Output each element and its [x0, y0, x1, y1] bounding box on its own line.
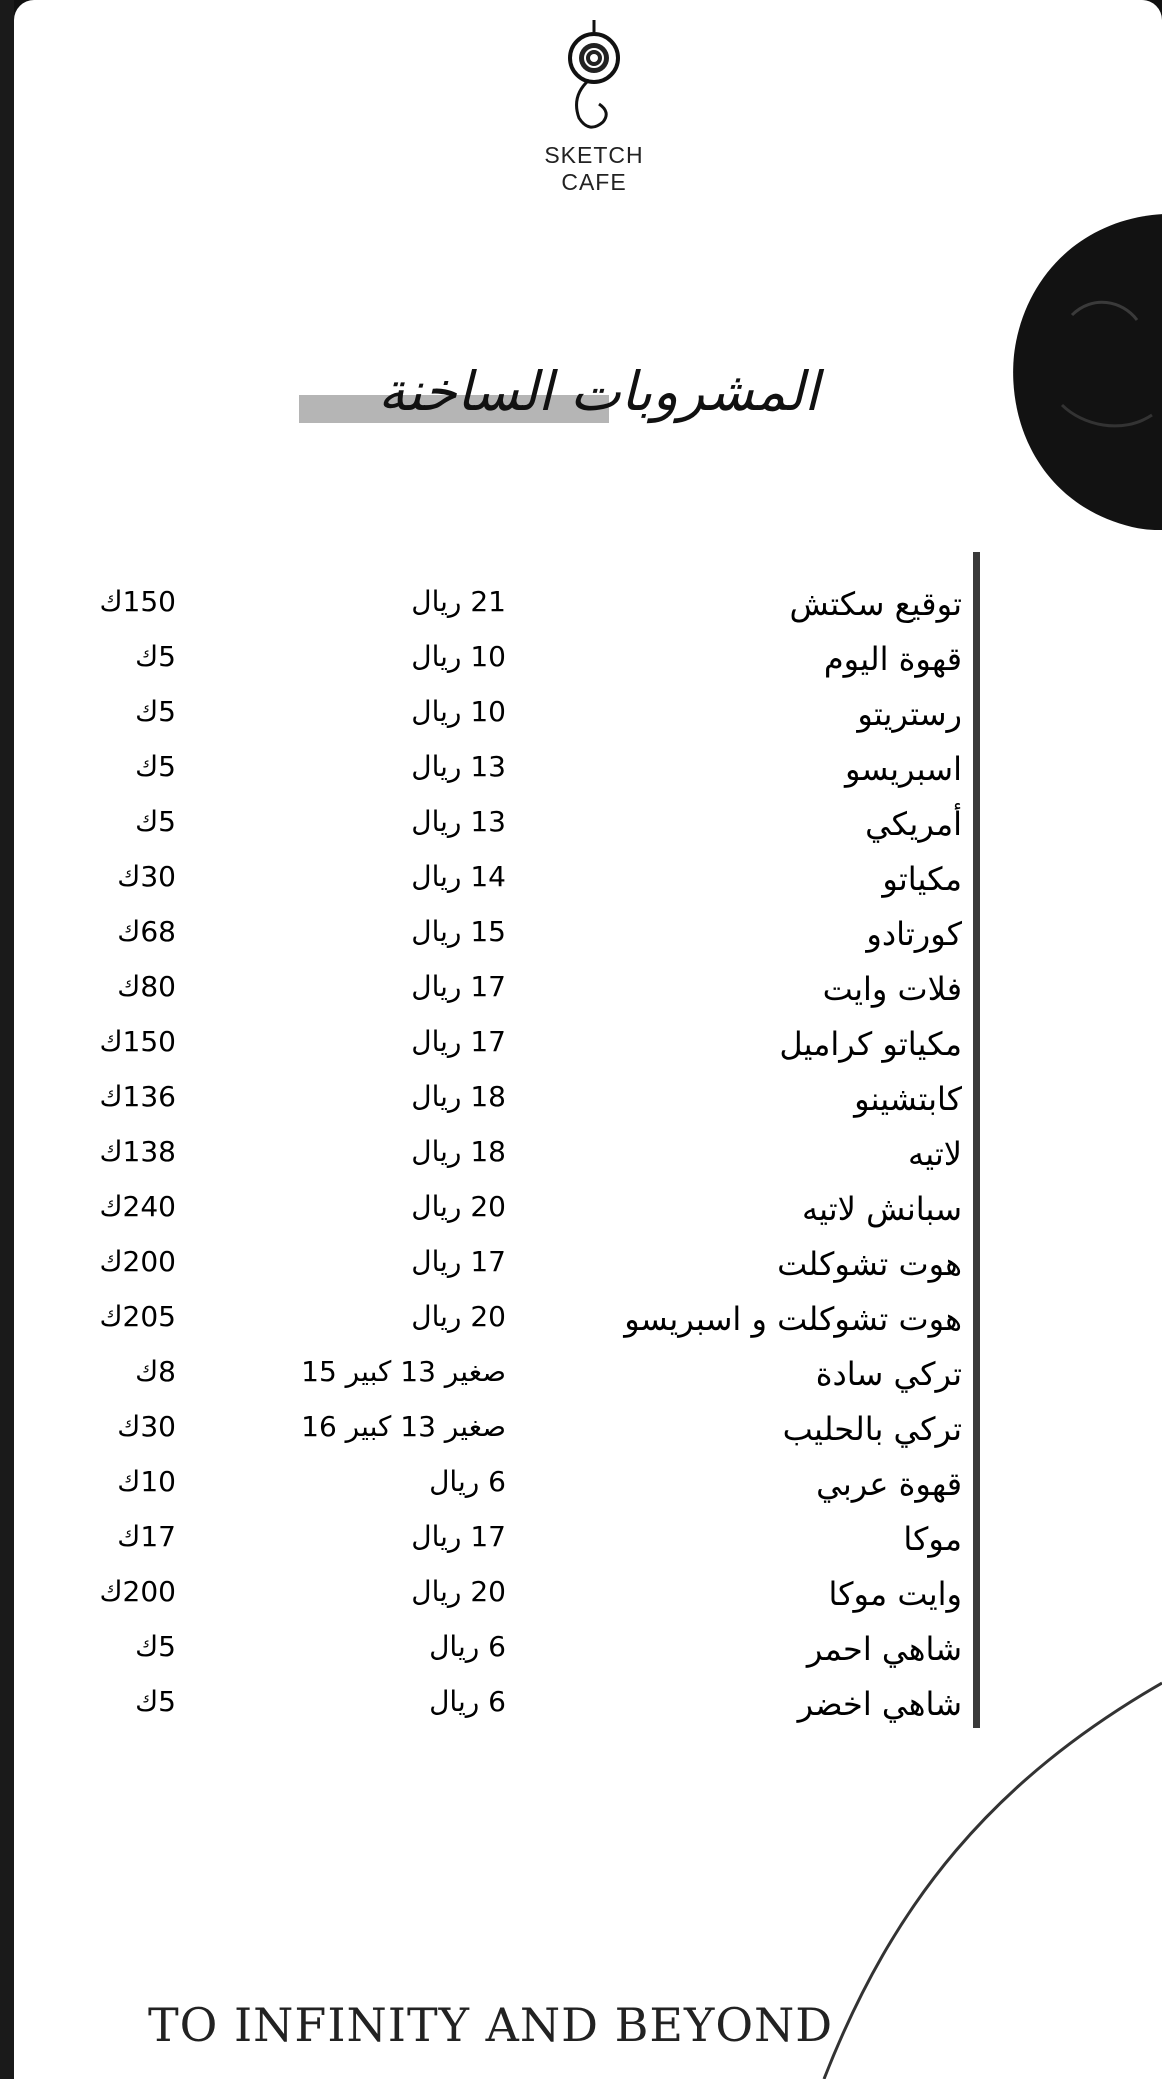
- sketch-cafe-logo: [534, 18, 654, 195]
- menu-item-row: [14, 1630, 1162, 1682]
- menu-item-row: [14, 1465, 1162, 1517]
- left-edge-strip: [0, 0, 14, 2079]
- footer-tagline: TO INFINITY AND BEYOND: [148, 1998, 834, 2052]
- item-price: 20 ريال: [411, 1575, 506, 1608]
- item-price: 21 ريال: [411, 585, 506, 618]
- item-name: توقيع سكتش: [789, 585, 962, 623]
- menu-item-row: [14, 1685, 1162, 1737]
- menu-item-row: [14, 1190, 1162, 1242]
- item-price: 17 ريال: [411, 1025, 506, 1058]
- item-calories: 200ك: [99, 1245, 176, 1278]
- item-name: شاهي اخضر: [797, 1685, 962, 1723]
- item-name: موكا: [903, 1520, 962, 1558]
- menu-item-row: [14, 1520, 1162, 1572]
- menu-item-row: [14, 1575, 1162, 1627]
- item-price: 6 ريال: [429, 1685, 506, 1718]
- item-name: فلات وايت: [822, 970, 962, 1008]
- item-name: أمريكي: [865, 805, 962, 843]
- item-calories: 150ك: [99, 585, 176, 618]
- section-heading: [299, 360, 839, 440]
- item-price: 10 ريال: [411, 695, 506, 728]
- decorative-ink-blob: [1002, 205, 1162, 535]
- item-calories: 136ك: [99, 1080, 176, 1113]
- item-price: 13 ريال: [411, 750, 506, 783]
- menu-item-row: [14, 1025, 1162, 1077]
- item-calories: 8ك: [135, 1355, 176, 1388]
- item-name: هوت تشوكلت: [777, 1245, 962, 1283]
- menu-item-row: [14, 1245, 1162, 1297]
- item-calories: 240ك: [99, 1190, 176, 1223]
- item-calories: 68ك: [117, 915, 176, 948]
- item-price: 13 ريال: [411, 805, 506, 838]
- item-calories: 30ك: [117, 1410, 176, 1443]
- item-calories: 200ك: [99, 1575, 176, 1608]
- menu-item-row: [14, 915, 1162, 967]
- item-calories: 5ك: [135, 1685, 176, 1718]
- item-price: 10 ريال: [411, 640, 506, 673]
- menu-item-row: [14, 640, 1162, 692]
- coffee-cup-logo-icon: [559, 18, 629, 138]
- item-calories: 138ك: [99, 1135, 176, 1168]
- item-calories: 30ك: [117, 860, 176, 893]
- item-price: 20 ريال: [411, 1300, 506, 1333]
- menu-item-row: [14, 695, 1162, 747]
- menu-item-row: [14, 970, 1162, 1022]
- item-name: تركي بالحليب: [782, 1410, 962, 1448]
- item-name: كابتشينو: [854, 1080, 962, 1118]
- item-calories: 5ك: [135, 640, 176, 673]
- item-calories: 17ك: [117, 1520, 176, 1553]
- item-name: تركي سادة: [815, 1355, 962, 1393]
- item-price: 20 ريال: [411, 1190, 506, 1223]
- menu-item-row: [14, 805, 1162, 857]
- menu-item-row: [14, 1410, 1162, 1462]
- item-price: 17 ريال: [411, 1245, 506, 1278]
- item-price: 18 ريال: [411, 1080, 506, 1113]
- item-name: لاتيه: [908, 1135, 962, 1173]
- item-name: مكياتو كراميل: [779, 1025, 962, 1063]
- menu-item-row: [14, 1135, 1162, 1187]
- item-name: وايت موكا: [828, 1575, 962, 1613]
- item-name: كورتادو: [866, 915, 962, 953]
- item-price: 6 ريال: [429, 1465, 506, 1498]
- menu-item-row: [14, 1355, 1162, 1407]
- item-name: سبانش لاتيه: [801, 1190, 962, 1228]
- item-price: صغير 13 كبير 16: [301, 1410, 506, 1443]
- item-calories: 150ك: [99, 1025, 176, 1058]
- item-price: 18 ريال: [411, 1135, 506, 1168]
- item-price: 15 ريال: [411, 915, 506, 948]
- item-calories: 5ك: [135, 805, 176, 838]
- item-name: هوت تشوكلت و اسبريسو: [624, 1300, 962, 1338]
- menu-item-row: [14, 1300, 1162, 1352]
- item-calories: 5ك: [135, 695, 176, 728]
- menu-item-row: [14, 860, 1162, 912]
- brand-name: SKETCH CAFE: [544, 142, 644, 195]
- item-name: اسبريسو: [845, 750, 962, 788]
- item-calories: 10ك: [117, 1465, 176, 1498]
- item-price: 17 ريال: [411, 1520, 506, 1553]
- menu-item-row: [14, 585, 1162, 637]
- item-calories: 205ك: [99, 1300, 176, 1333]
- item-price: 14 ريال: [411, 860, 506, 893]
- item-name: شاهي احمر: [806, 1630, 962, 1668]
- item-name: مكياتو: [882, 860, 962, 898]
- section-title: المشروبات الساخنة: [378, 360, 819, 423]
- menu-item-row: [14, 750, 1162, 802]
- item-name: قهوة اليوم: [823, 640, 962, 678]
- item-calories: 5ك: [135, 1630, 176, 1663]
- item-price: 6 ريال: [429, 1630, 506, 1663]
- item-price: صغير 13 كبير 15: [301, 1355, 506, 1388]
- item-price: 17 ريال: [411, 970, 506, 1003]
- item-name: رستريتو: [857, 695, 962, 733]
- item-calories: 80ك: [117, 970, 176, 1003]
- item-name: قهوة عربي: [816, 1465, 962, 1503]
- menu-page: [14, 0, 1162, 2079]
- menu-item-row: [14, 1080, 1162, 1132]
- item-calories: 5ك: [135, 750, 176, 783]
